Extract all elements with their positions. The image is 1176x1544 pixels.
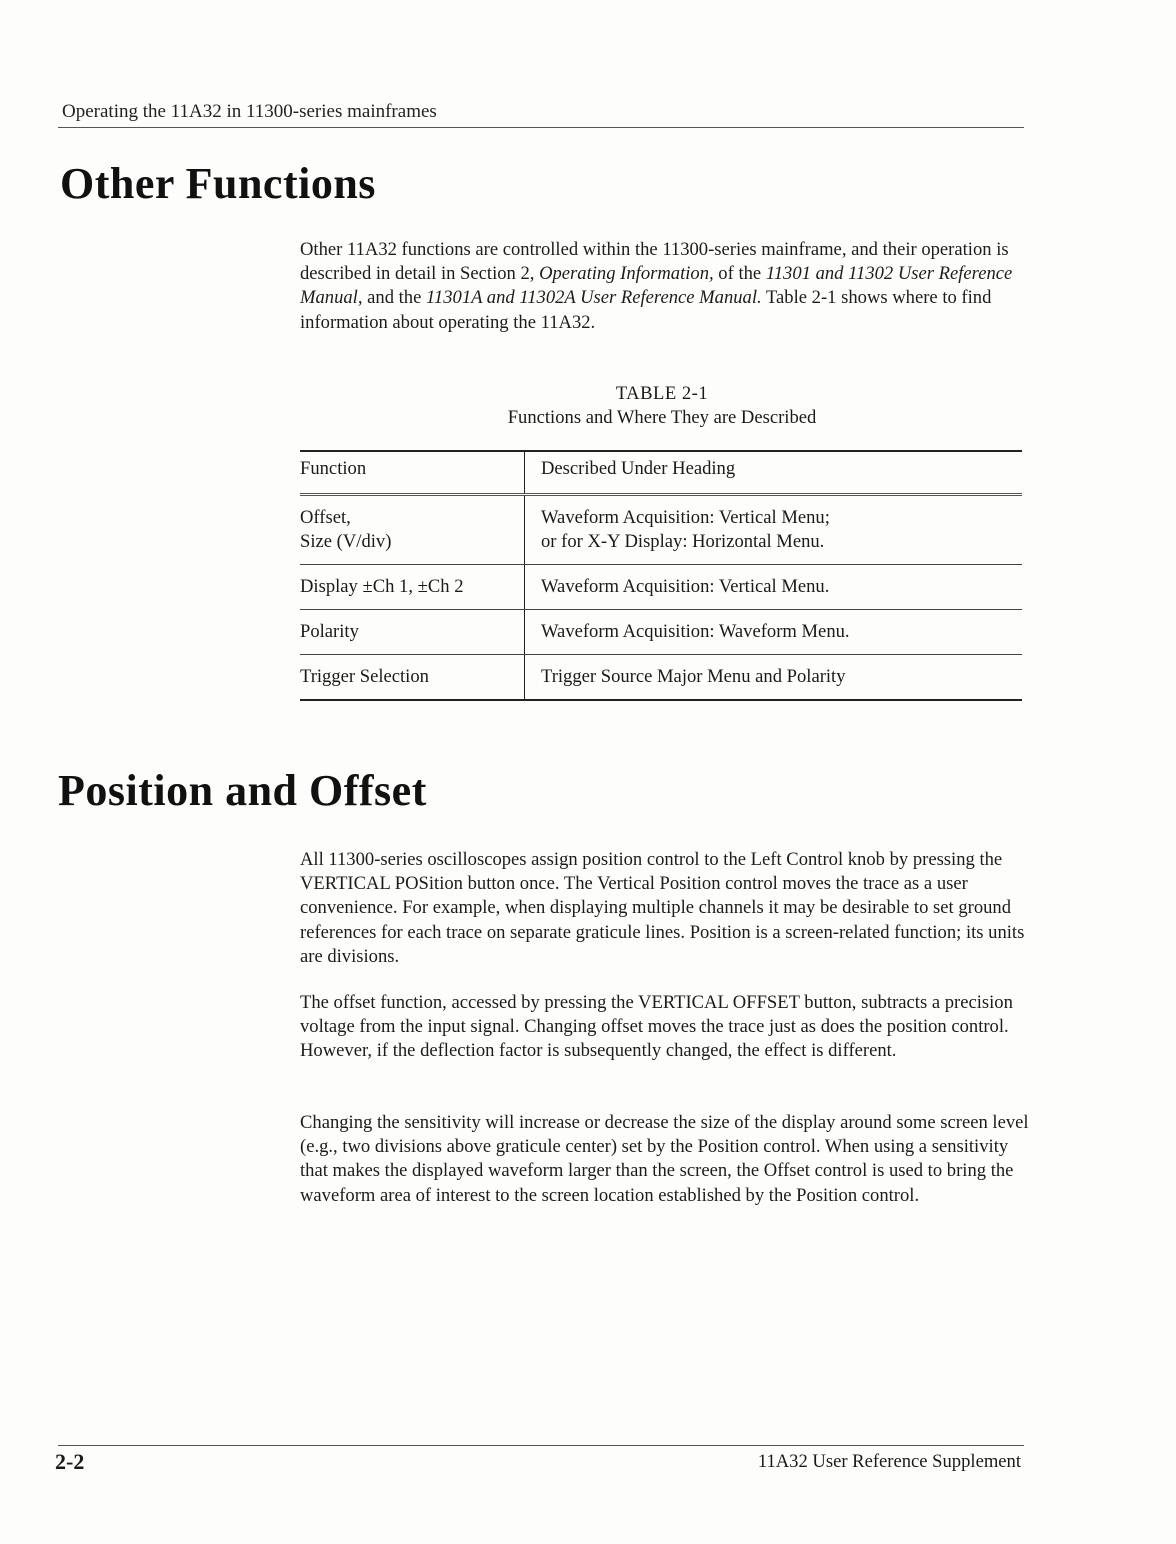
- table-header-row: [300, 451, 1022, 495]
- running-header: Operating the 11A32 in 11300-series mainframes: [62, 101, 437, 122]
- manual-section-title: Operating Information,: [539, 263, 714, 285]
- table-cell-function: Display ±Ch 1, ±Ch 2: [300, 565, 525, 610]
- table-caption-number: TABLE 2-1: [615, 383, 709, 404]
- table-cell-described: Waveform Acquisition: Waveform Menu.: [525, 610, 1023, 655]
- table-cell-function: Offset, Size (V/div): [300, 495, 525, 565]
- intro-paragraph: Other 11A32 functions are controlled within the 11300-series mainframe, and their operation is described in detail in Section 2, Operating Information, of the 11301 and 11302 User Reference Manual, and the 11301A and 11302A User Reference Manual. Table 2-1 shows where to find information about operating the 11A32.: [300, 239, 1013, 333]
- page-number: 2-2: [55, 1449, 85, 1474]
- table-row: [300, 495, 1022, 565]
- body-paragraph: The offset function, accessed by pressing the VERTICAL OFFSET button, subtracts a precision voltage from the input signal. Changing offset moves the trace just as does the position control. However, if the deflection factor is subsequently changed, the effect is different.: [300, 992, 1013, 1062]
- table-row: [300, 655, 1022, 701]
- footer-document-title: 11A32 User Reference Supplement: [757, 1451, 1021, 1472]
- table-row: [300, 565, 1022, 610]
- table-caption-title: Functions and Where They are Described: [507, 407, 817, 428]
- table-cell-described: Waveform Acquisition: Vertical Menu; or for X-Y Display: Horizontal Menu.: [525, 495, 1023, 565]
- table-cell-function: Polarity: [300, 610, 525, 655]
- column-header-described: Described Under Heading: [525, 451, 1023, 495]
- manual-title-11301: 11301 and 11302 User Reference Manual,: [300, 263, 1013, 309]
- functions-table: [300, 450, 1022, 701]
- manual-title-11301a: 11301A and 11302A User Reference Manual.: [426, 287, 762, 309]
- footer-rule: [58, 1445, 1024, 1446]
- header-rule: [58, 127, 1024, 128]
- table-row: [300, 610, 1022, 655]
- section-heading-other-functions: Other Functions: [60, 159, 376, 208]
- table-cell-described: Waveform Acquisition: Vertical Menu.: [525, 565, 1023, 610]
- column-header-function: Function: [300, 451, 525, 495]
- body-paragraph: All 11300-series oscilloscopes assign position control to the Left Control knob by pressing the VERTICAL POSition button once. The Vertical Position control moves the trace as a user convenience. For example, when displaying multiple channels it may be desirable to set ground references for each trace on separate graticule lines. Position is a screen-related function; its units are divisions.: [300, 849, 1025, 967]
- table-cell-described: Trigger Source Major Menu and Polarity: [525, 655, 1023, 701]
- table-cell-function: Trigger Selection: [300, 655, 525, 701]
- body-paragraph: Changing the sensitivity will increase or decrease the size of the display around some screen level (e.g., two divisions above graticule center) set by the Position control. When using a sensitivity that makes the displayed waveform larger than the screen, the Offset control is used to bring the waveform area of interest to the screen location established by the Position control.: [300, 1112, 1029, 1206]
- section-heading-position-offset: Position and Offset: [58, 766, 427, 815]
